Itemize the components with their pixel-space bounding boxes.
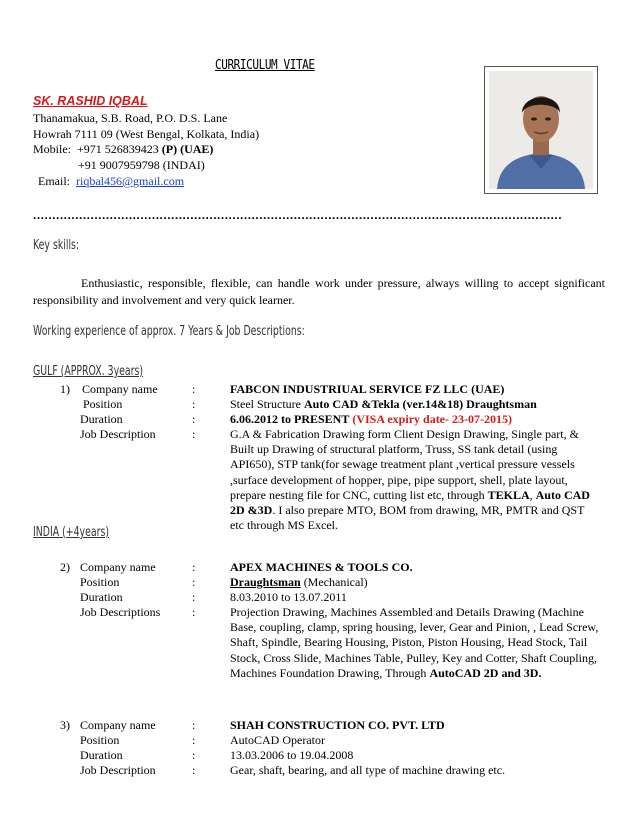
job3-number: 3) xyxy=(60,718,70,732)
job2-position xyxy=(230,575,368,590)
job3-position: AutoCAD Operator xyxy=(230,733,325,747)
email-line xyxy=(38,173,184,189)
job1-visa-expiry: (VISA expiry date- 23-07-2015) xyxy=(352,412,512,426)
job3-company: SHAH CONSTRUCTION CO. PVT. LTD xyxy=(230,718,445,732)
job1-desc-b: . I also prepare MTO, BOM from drawing, MR, PMTR and QST etc through MS Excel. xyxy=(230,503,585,533)
job1-position-a: Steel Structure xyxy=(230,397,301,411)
job2-description-colon: : xyxy=(192,605,196,619)
job1-number: 1) xyxy=(60,382,70,396)
key-skills-heading: Key skills: xyxy=(33,238,80,253)
job2-position-colon: : xyxy=(192,575,196,589)
job2-position-b: (Mechanical) xyxy=(303,575,368,589)
job2-number: 2) xyxy=(60,560,70,574)
address-line-1: Thanamakua, S.B. Road, P.O. D.S. Lane xyxy=(33,111,228,125)
job2-desc-b: AutoCAD 2D and 3D. xyxy=(429,665,542,680)
job3-duration-label: Duration xyxy=(80,748,123,762)
job2-duration-colon: : xyxy=(192,590,196,604)
job3-description-label: Job Description xyxy=(80,763,156,777)
job1-description-label: Job Description xyxy=(80,427,156,441)
job1-position xyxy=(230,397,537,412)
job2-description xyxy=(230,605,600,681)
gulf-heading: GULF (APPROX. 3years) xyxy=(33,364,144,379)
job3-company-label: Company name xyxy=(80,718,156,732)
job1-desc-a: G.A & Fabrication Drawing form Client Design Drawing, Single part, & Built up Drawing of structural platform, Truss, SS tank detail (using API650), STP tank(for sewage treatment plant ,vertical pressure vessels ,surface development of hopper, pipe, pipe support, shell, plate layout, prepare nesting file for CNC, cutting list etc, through xyxy=(230,427,579,502)
job1-description-colon: : xyxy=(192,427,196,441)
job1-company: FABCON INDUSTRIUAL SERVICE FZ LLC (UAE) xyxy=(230,382,505,396)
job1-desc-autocad: Auto CAD 2D &3D xyxy=(230,487,590,518)
job3-company-colon: : xyxy=(192,718,196,732)
experience-heading: Working experience of approx. 7 Years & Job Descriptions: xyxy=(33,324,305,339)
job3-description-colon: : xyxy=(192,763,196,777)
job1-duration xyxy=(230,412,512,427)
job3-duration-colon: : xyxy=(192,748,196,762)
profile-photo xyxy=(489,71,593,189)
job1-company-colon: : xyxy=(192,382,196,396)
job2-duration-label: Duration xyxy=(80,590,123,604)
job2-company: APEX MACHINES & TOOLS CO. xyxy=(230,560,413,574)
india-heading: INDIA (+4years) xyxy=(33,525,109,540)
job2-desc-a: Projection Drawing, Machines Assembled and Details Drawing (Machine Base, coupling, clamp, spring housing, lever, Gear and Pinion, , Lead Screw, Shaft, Spindle, Bearing Housing, Piston, Piston Housing, Head Stock, Tail Stock, Cross Slide, Machines Table, Pulley, Key and Cotter, Shaft Coupling, Machines Foundation Drawing, xyxy=(230,605,599,680)
job2-duration: 8.03.2010 to 13.07.2011 xyxy=(230,590,347,604)
job1-position-label: Position xyxy=(83,397,123,411)
job1-duration-colon: : xyxy=(192,412,196,426)
email-label: Email: xyxy=(38,174,70,188)
address-line-2: Howrah 7111 09 (West Bengal, Kolkata, India) xyxy=(33,127,260,141)
mobile-uae: +971 526839423 xyxy=(77,142,159,156)
job1-position-colon: : xyxy=(192,397,196,411)
separator-line: .......................................................................................................................................... xyxy=(33,208,563,222)
email-link[interactable]: riqbal456@gmail.com xyxy=(76,174,185,188)
job2-company-label: Company name xyxy=(80,560,156,574)
job1-duration-a: 6.06.2012 to PRESENT xyxy=(230,412,350,426)
job1-duration-label: Duration xyxy=(80,412,123,426)
job3-duration: 13.03.2006 to 19.04.2008 xyxy=(230,748,354,762)
job2-desc-through: Through xyxy=(385,665,427,680)
candidate-name: SK. RASHID IQBAL xyxy=(33,94,148,108)
job1-company-label: Company name xyxy=(82,382,158,396)
job1-description xyxy=(230,427,600,533)
job1-desc-tekla: TEKLA xyxy=(487,487,530,502)
job3-description: Gear, shaft, bearing, and all type of machine drawing etc. xyxy=(230,763,506,777)
cv-title: CURRICULUM VITAE xyxy=(215,58,315,73)
profile-photo-frame xyxy=(484,66,598,194)
job3-position-label: Position xyxy=(80,733,120,747)
job2-description-label: Job Descriptions xyxy=(80,605,161,619)
mobile-india: +91 9007959798 (INDAI) xyxy=(78,158,205,172)
mobile-uae-tag: (P) (UAE) xyxy=(161,142,214,156)
job1-desc-comma: , xyxy=(529,487,533,502)
job1-position-b: Auto CAD &Tekla (ver.14&18) Draughtsman xyxy=(303,397,537,411)
job2-position-a: Draughtsman xyxy=(230,575,301,589)
job3-position-colon: : xyxy=(192,733,196,747)
mobile-line xyxy=(33,141,213,157)
job2-company-colon: : xyxy=(192,560,196,574)
mobile-label: Mobile: xyxy=(33,142,71,156)
job2-position-label: Position xyxy=(80,575,120,589)
key-skills-text: Enthusiastic, responsible, flexible, can handle work under pressure, always willing to accept significant responsibility and involvement and very quick learner. xyxy=(33,276,605,307)
